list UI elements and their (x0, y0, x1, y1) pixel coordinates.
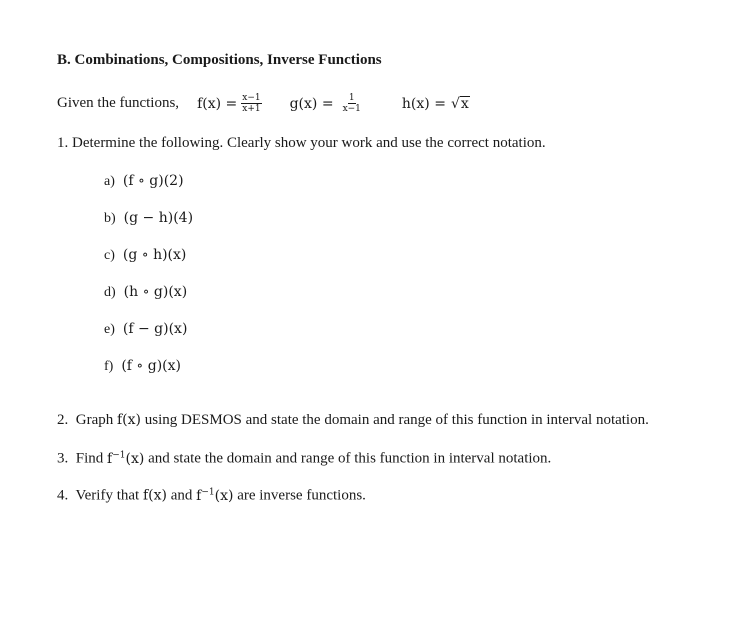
g-numerator: 1 (348, 93, 355, 103)
f-denominator: x+1 (242, 104, 261, 114)
h-sqrt (451, 96, 470, 112)
question-1-text: 1. Determine the following. Clearly show your work and use the correct notation. (57, 135, 546, 151)
func-arg: (x) (125, 450, 145, 467)
question-1-item-c (104, 247, 186, 264)
given-functions-line (57, 93, 470, 114)
question-4-pre: Verify that (75, 487, 140, 504)
item-expression: (g − h)(4) (123, 210, 194, 226)
item-expression: (g ∘ h)(x) (122, 247, 187, 263)
question-1-item-e (104, 321, 187, 338)
sqrt-icon: √ (450, 95, 460, 112)
h-definition-lhs: h(x) = (401, 95, 446, 112)
g-definition-lhs: g(x) = (289, 95, 334, 112)
item-label: f) (104, 359, 114, 374)
question-1-item-b (104, 210, 193, 227)
question-2-func: f(x) (117, 412, 142, 428)
question-4-mid: and (170, 487, 193, 504)
question-2 (57, 412, 649, 429)
item-label: e) (104, 322, 115, 337)
question-4 (57, 487, 366, 505)
func-name: f (107, 450, 113, 467)
func-arg: (x) (214, 487, 234, 504)
item-label: b) (104, 211, 116, 226)
item-label: c) (104, 248, 115, 263)
question-2-post: using DESMOS and state the domain and range of this function in interval notation. (144, 412, 649, 428)
func-name: f (196, 487, 202, 504)
f-definition-lhs: f(x) = (197, 95, 238, 112)
g-denominator: x−1 (342, 104, 361, 114)
question-4-func1: f(x) (142, 487, 167, 504)
item-expression: (f ∘ g)(2) (122, 173, 184, 189)
item-expression: (f − g)(x) (122, 321, 188, 337)
inverse-superscript: −1 (112, 450, 126, 460)
question-3-pre: Find (75, 450, 104, 467)
f-numerator: x−1 (242, 93, 261, 103)
question-number: 4. (57, 487, 69, 504)
item-label: d) (104, 285, 116, 300)
question-3 (57, 450, 551, 468)
h-sqrt-argument: x (460, 95, 469, 112)
question-1-item-a (104, 173, 184, 190)
question-3-func (107, 451, 144, 467)
g-fraction (342, 93, 362, 114)
question-1-item-d (104, 284, 187, 301)
question-4-post: are inverse functions. (237, 487, 366, 504)
inverse-superscript: −1 (201, 487, 215, 497)
item-label: a) (104, 174, 115, 189)
question-number: 2. (57, 412, 69, 428)
question-1-item-f (104, 358, 181, 375)
section-heading: B. Combinations, Compositions, Inverse Functions (57, 52, 382, 68)
question-4-func2 (196, 488, 233, 504)
question-number: 3. (57, 450, 69, 467)
given-intro: Given the functions, (57, 95, 180, 111)
item-expression: (h ∘ g)(x) (123, 284, 188, 300)
item-expression: (f ∘ g)(x) (121, 358, 181, 374)
question-3-post: and state the domain and range of this function in interval notation. (148, 450, 552, 467)
question-2-pre: Graph (75, 412, 114, 428)
f-fraction (241, 93, 261, 114)
